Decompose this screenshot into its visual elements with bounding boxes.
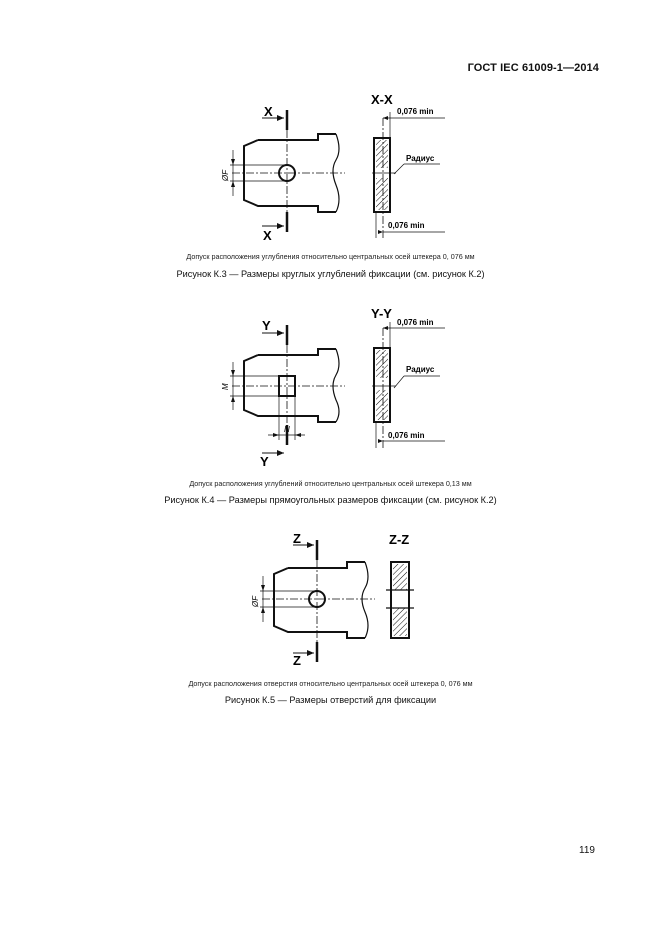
section-label-bottom: Y: [260, 454, 269, 469]
figure-k5-caption: Рисунок К.5 — Размеры отверстий для фиксации: [224, 695, 437, 705]
section-label-top: Y: [262, 318, 271, 333]
dim-top: 0,076 min: [397, 318, 434, 327]
radius-label: Радиус: [406, 365, 435, 374]
figure-k4-caption: Рисунок К.4 — Размеры прямоугольных размеров фиксации (см. рисунок К.2): [164, 495, 497, 505]
page-number: 119: [579, 845, 595, 856]
section-label-bottom: X: [263, 228, 272, 243]
dim-bottom: 0,076 min: [388, 431, 425, 440]
document-header: ГОСТ IEC 61009-1—2014: [467, 62, 599, 74]
diameter-label: ØF: [221, 169, 230, 181]
figure-k4-drawing: [0, 305, 661, 470]
view-label: X-X: [371, 92, 393, 107]
dim-top: 0,076 min: [397, 107, 434, 116]
section-label-bottom: Z: [293, 653, 301, 668]
section-label-top: X: [264, 104, 273, 119]
view-label: Y-Y: [371, 306, 392, 321]
figure-k3-note: Допуск расположения углубления относительно центральных осей штекера 0, 076 мм: [186, 252, 475, 261]
radius-label: Радиус: [406, 154, 435, 163]
figure-k3-drawing: [0, 88, 661, 248]
figure-k5-note: Допуск расположения отверстия относительно центральных осей штекера 0, 076 мм: [188, 679, 473, 688]
figure-k3-caption: Рисунок К.3 — Размеры круглых углублений фиксации (см. рисунок К.2): [176, 269, 485, 279]
height-label: M: [221, 383, 230, 390]
dim-bottom: 0,076 min: [388, 221, 425, 230]
diameter-label: ØF: [251, 595, 260, 607]
plug-outline: [274, 562, 365, 638]
figure-k5-drawing: [0, 525, 661, 675]
width-label: N: [284, 425, 290, 434]
section-label-top: Z: [293, 531, 301, 546]
figure-k4-note: Допуск расположения углублений относительно центральных осей штекера 0,13 мм: [189, 479, 472, 488]
plug-outline: [244, 349, 336, 422]
view-label: Z-Z: [389, 532, 410, 547]
